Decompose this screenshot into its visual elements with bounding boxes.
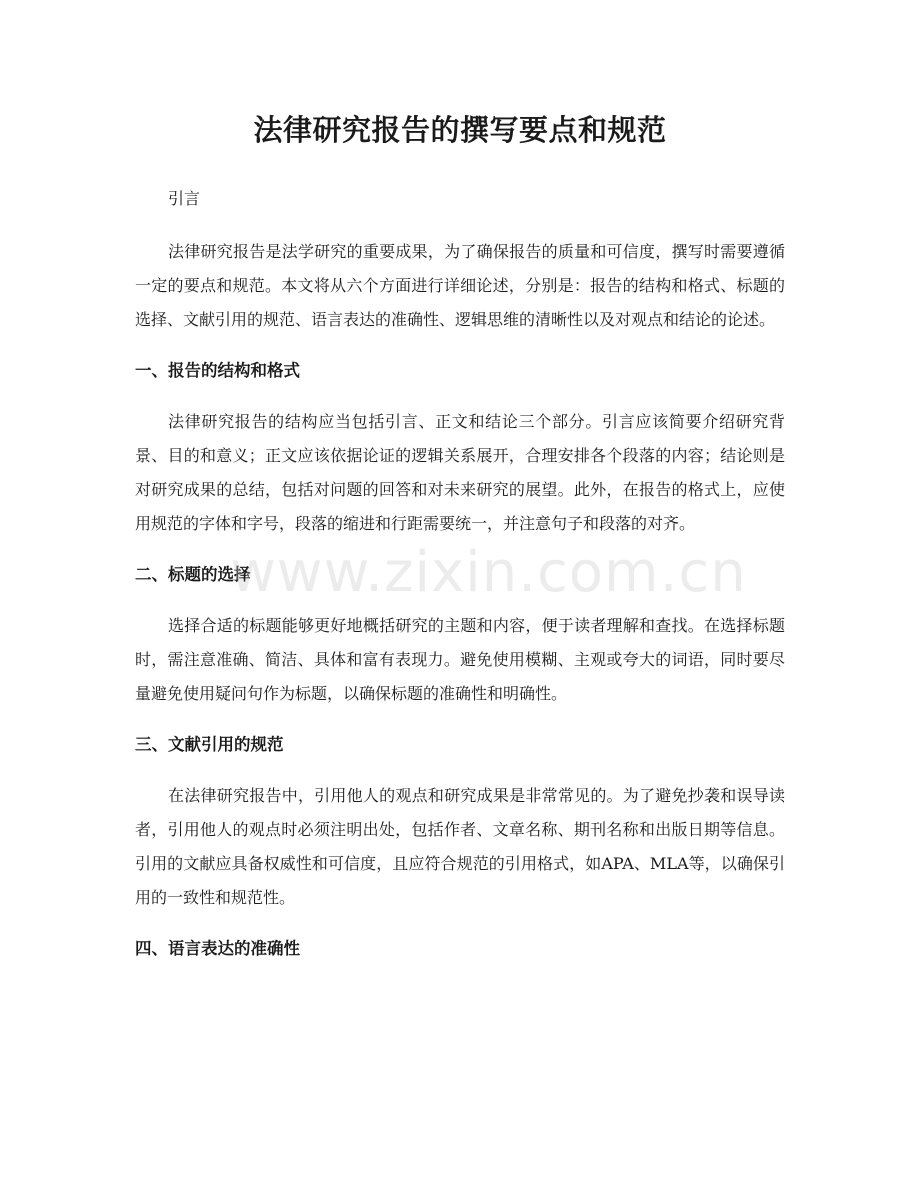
section-paragraph-title-choice: 选择合适的标题能够更好地概括研究的主题和内容，便于读者理解和查找。在选择标题时，需注意准确、简洁、具体和富有表现力。避免使用模糊、主观或夸大的词语，同时要尽量避免使用疑问句作为标题，以确保标题的准确性和明确性。 xyxy=(135,616,785,703)
section-heading-title-choice: 二、标题的选择 xyxy=(135,565,251,584)
section-heading-citation: 三、文献引用的规范 xyxy=(135,735,284,754)
section-heading-structure: 一、报告的结构和格式 xyxy=(135,361,300,380)
section-paragraph-structure: 法律研究报告的结构应当包括引言、正文和结论三个部分。引言应该简要介绍研究背景、目的和意义；正文应该依据论证的逻辑关系展开，合理安排各个段落的内容；结论则是对研究成果的总结，包括对问题的回答和对未来研究的展望。此外，在报告的格式上，应使用规范的字体和字号，段落的缩进和行距需要统一，并注意句子和段落的对齐。 xyxy=(135,412,785,533)
section-heading-language: 四、语言表达的准确性 xyxy=(135,939,300,958)
document-body xyxy=(135,182,785,983)
watermark-text: www.zixin.com.cn xyxy=(230,540,747,605)
intro-paragraph: 法律研究报告是法学研究的重要成果，为了确保报告的质量和可信度，撰写时需要遵循一定的要点和规范。本文将从六个方面进行详细论述，分别是：报告的结构和格式、标题的选择、文献引用的规范、语言表达的准确性、逻辑思维的清晰性以及对观点和结论的论述。 xyxy=(135,242,785,329)
document-title: 法律研究报告的撰写要点和规范 xyxy=(253,113,667,147)
section-paragraph-citation: 在法律研究报告中，引用他人的观点和研究成果是非常常见的。为了避免抄袭和误导读者，引用他人的观点时必须注明出处，包括作者、文章名称、期刊名称和出版日期等信息。引用的文献应具备权威性和可信度，且应符合规范的引用格式，如APA、MLA等，以确保引用的一致性和规范性。 xyxy=(135,786,785,907)
intro-label: 引言 xyxy=(168,189,201,208)
